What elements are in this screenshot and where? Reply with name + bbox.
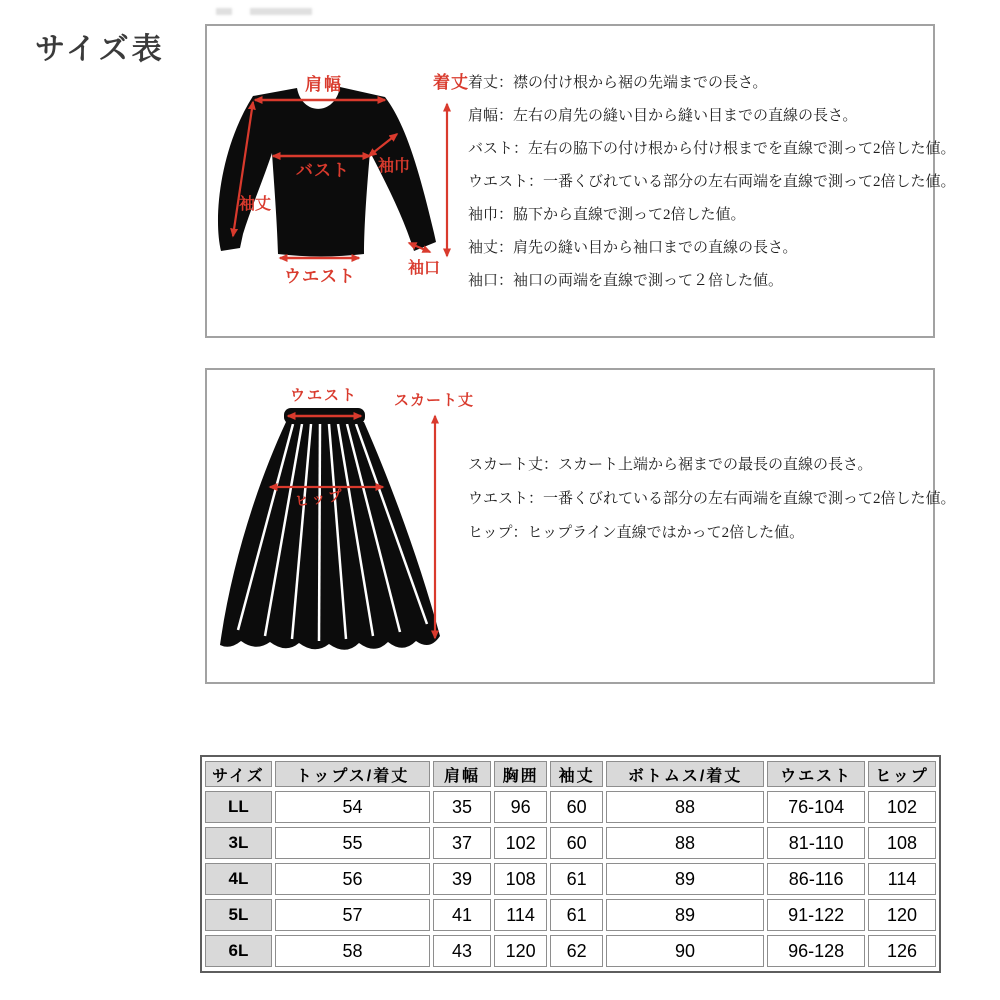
table-row [205,827,936,859]
size-cell: 41 [433,899,491,931]
bust-label: バスト [296,161,350,180]
header-shoulder: 肩幅 [433,761,491,787]
sleeve-width-label: 袖巾 [377,158,411,175]
size-cell: 102 [868,791,936,823]
page-title: サイズ表 [35,33,165,66]
sleeve-length-label: 袖丈 [238,196,272,213]
tops-measurement-panel [205,24,956,338]
header-chest: 胸囲 [494,761,548,787]
size-cell: 81-110 [767,827,865,859]
size-cell: 120 [494,935,548,967]
size-cell: 108 [494,863,548,895]
waist-label: ウエスト [284,267,356,286]
size-cell: 56 [275,863,430,895]
size-cell: 57 [275,899,430,931]
tops-descriptions [468,67,956,298]
size-cell: 120 [868,899,936,931]
table-row [205,899,936,931]
skirt-length-label: スカート丈 [393,393,475,409]
skirt-measurement-panel [205,368,956,684]
size-cell: 114 [494,899,548,931]
size-cell: 96 [494,791,548,823]
skirt-silhouette [220,422,440,650]
size-cell: 88 [606,827,764,859]
table-row [205,791,936,823]
watermark-artifact [216,8,326,18]
size-cell: 76-104 [767,791,865,823]
size-name-cell: 5L [205,899,272,931]
description-line: ヒップ：ヒップライン直線ではかって2倍した値。 [468,525,805,541]
description-line: 袖巾：脇下から直線で測って2倍した値。 [468,207,746,223]
description-line: 着丈：襟の付け根から裾の先端までの長さ。 [468,75,768,91]
header-bottoms-length: ボトムス/着丈 [606,761,764,787]
size-cell: 35 [433,791,491,823]
size-cell: 86-116 [767,863,865,895]
size-cell: 88 [606,791,764,823]
hip-label: ヒップ [294,488,347,511]
description-line: ウエスト：一番くびれている部分の左右両端を直線で測って2倍した値。 [468,491,956,507]
size-cell: 55 [275,827,430,859]
size-cell: 96-128 [767,935,865,967]
size-cell: 58 [275,935,430,967]
header-size: サイズ [205,761,272,787]
size-cell: 102 [494,827,548,859]
size-cell: 91-122 [767,899,865,931]
size-cell: 89 [606,863,764,895]
header-tops-length: トップス/着丈 [275,761,430,787]
shoulder-width-label: 肩幅 [305,75,343,94]
size-cell: 90 [606,935,764,967]
skirt-waist-label: ウエスト [289,388,359,404]
size-cell: 61 [550,863,602,895]
size-cell: 126 [868,935,936,967]
description-line: 肩幅：左右の肩先の縫い目から縫い目までの直線の長さ。 [468,108,858,124]
size-cell: 54 [275,791,430,823]
size-cell: 39 [433,863,491,895]
size-cell: 60 [550,791,602,823]
description-line: スカート丈：スカート上端から裾までの最長の直線の長さ。 [468,457,873,473]
description-line: ウエスト：一番くびれている部分の左右両端を直線で測って2倍した値。 [468,174,956,190]
table-row [205,935,936,967]
size-cell: 108 [868,827,936,859]
size-table [200,755,941,973]
header-waist: ウエスト [767,761,865,787]
table-row [205,863,936,895]
table-header-row [205,761,936,787]
size-cell: 89 [606,899,764,931]
cuff-label: 袖口 [407,260,441,277]
size-cell: 43 [433,935,491,967]
size-cell: 62 [550,935,602,967]
size-cell: 61 [550,899,602,931]
description-line: バスト：左右の脇下の付け根から付け根までを直線で測って2倍した値。 [468,141,956,157]
size-name-cell: 6L [205,935,272,967]
header-sleeve: 袖丈 [550,761,602,787]
size-cell: 60 [550,827,602,859]
size-name-cell: 3L [205,827,272,859]
header-hip: ヒップ [868,761,936,787]
skirt-descriptions [468,448,956,550]
size-name-cell: 4L [205,863,272,895]
description-line: 袖丈：肩先の縫い目から袖口までの直線の長さ。 [468,240,798,256]
description-line: 袖口：袖口の両端を直線で測って２倍した値。 [468,273,784,289]
size-cell: 114 [868,863,936,895]
size-name-cell: LL [205,791,272,823]
size-cell: 37 [433,827,491,859]
garment-length-label: 着丈 [433,73,469,92]
